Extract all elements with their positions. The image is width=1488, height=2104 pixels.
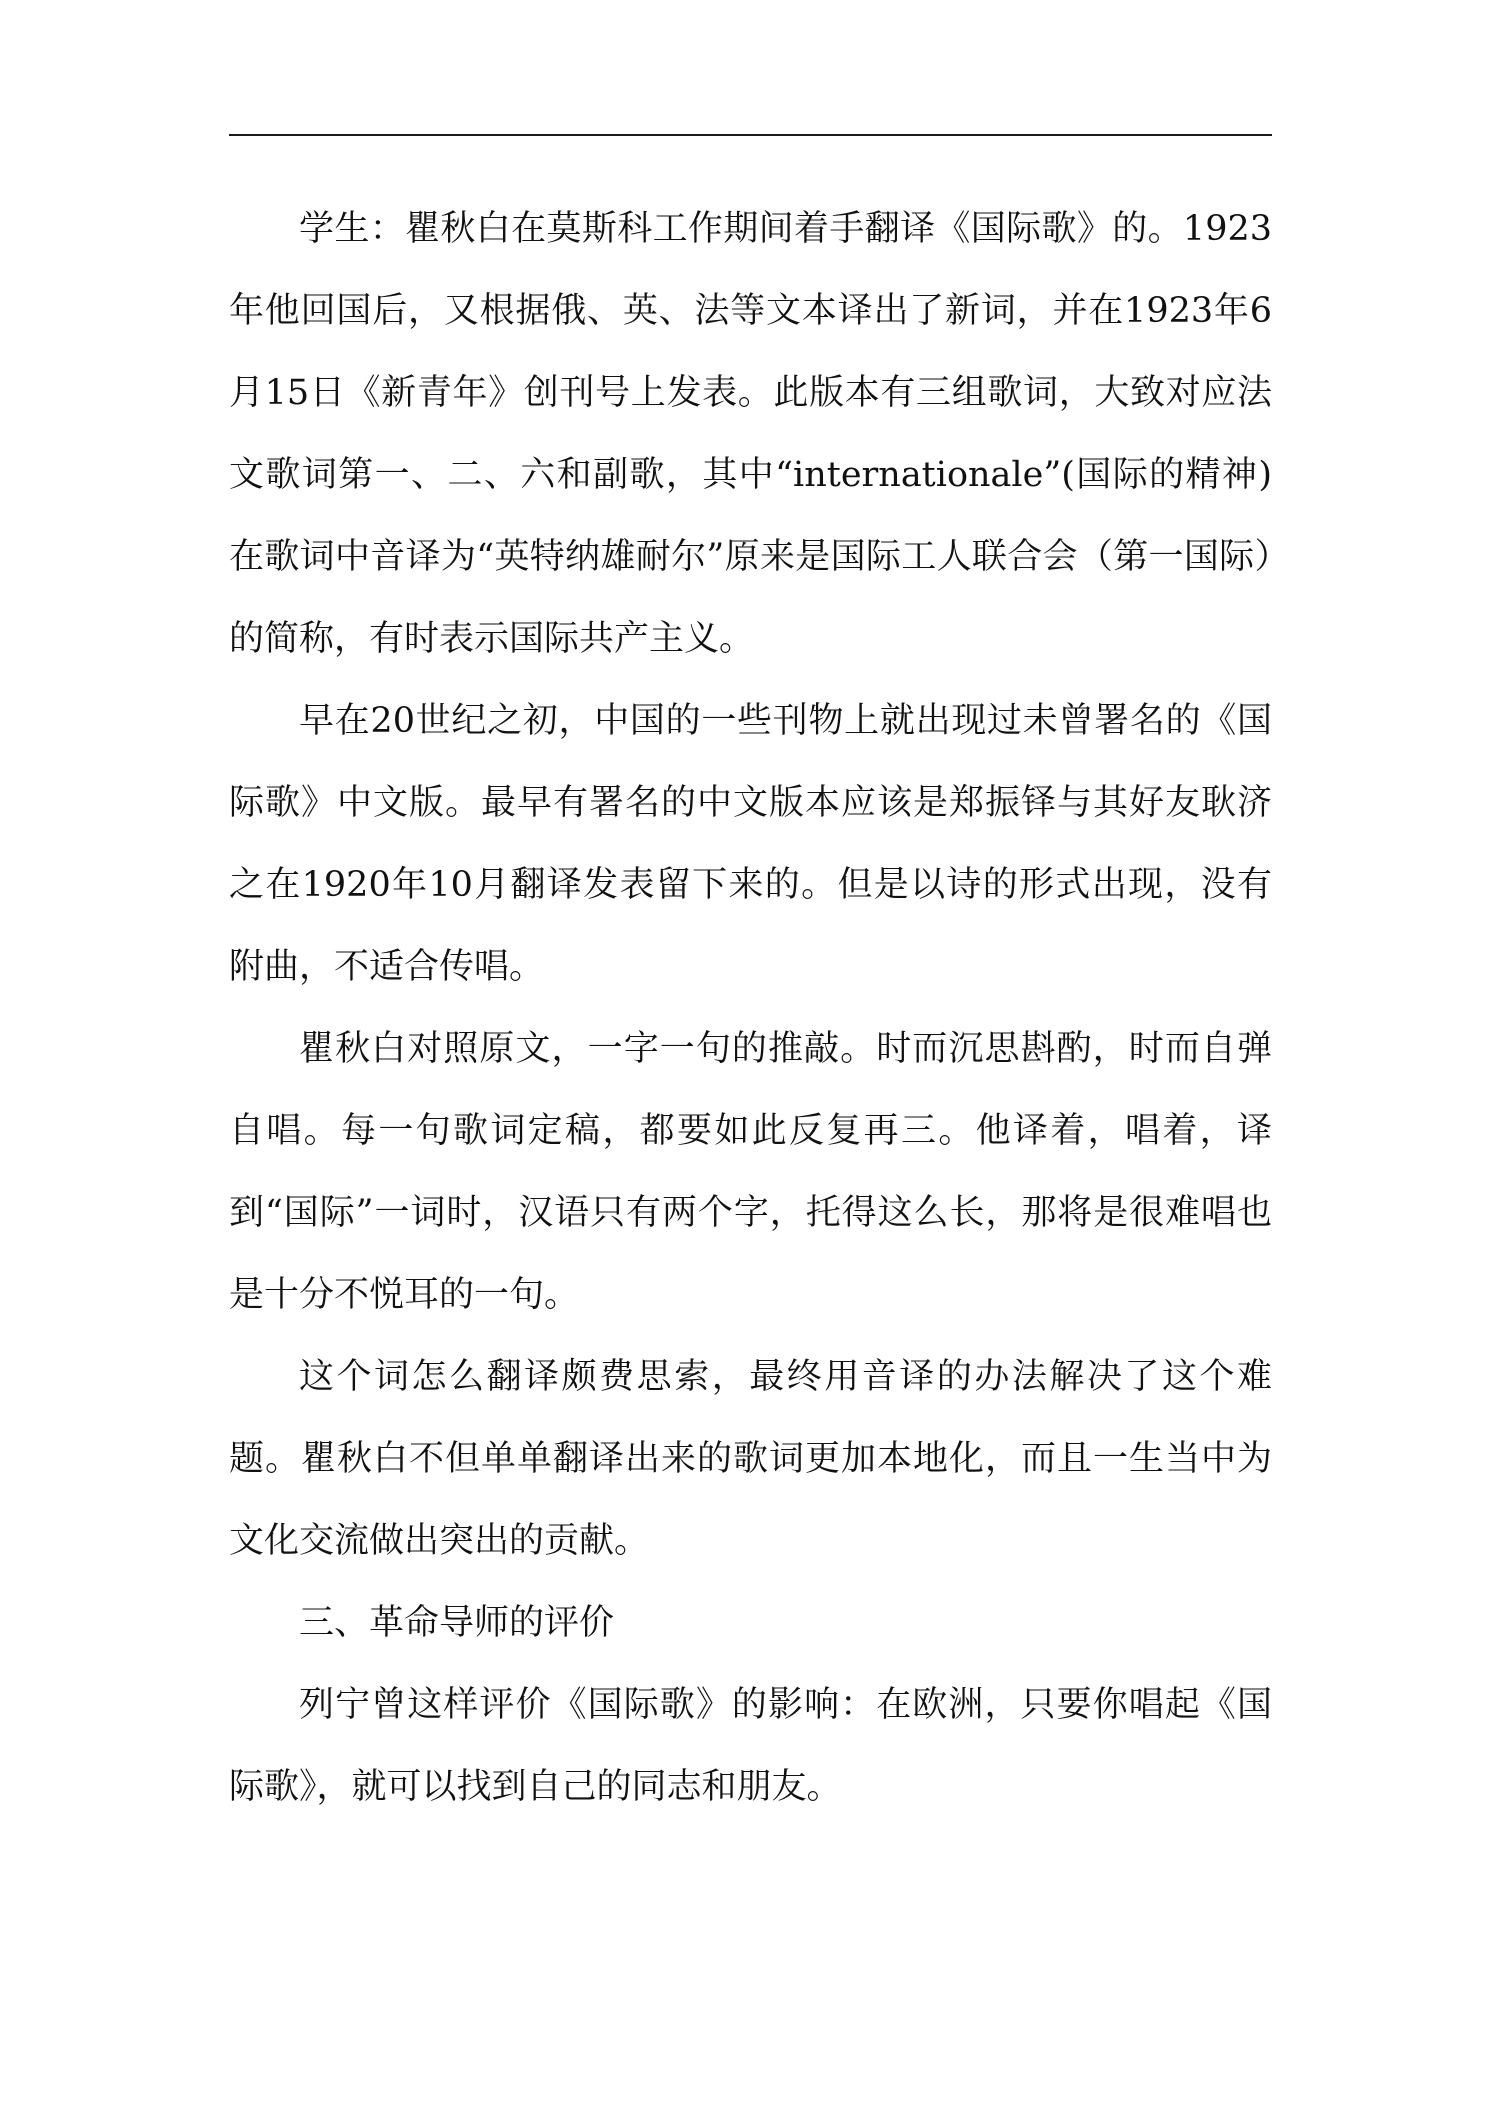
- document-body: [229, 188, 1272, 1828]
- paragraph-translation-history: 学生：瞿秋白在莫斯科工作期间着手翻译《国际歌》的。1923年他回国后，又根据俄、英、法等文本译出了新词，并在1923年6月15日《新青年》创刊号上发表。此版本有三组歌词，大致对应法文歌词第一、二、六和副歌，其中“internationale”(国际的精神)在歌词中音译为“英特纳雄耐尔”原来是国际工人联合会（第一国际）的简称，有时表示国际共产主义。: [229, 209, 1272, 659]
- paragraph-early-versions: 早在20世纪之初，中国的一些刊物上就出现过未曾署名的《国际歌》中文版。最早有署名的中文版本应该是郑振铎与其好友耿济之在1920年10月翻译发表留下来的。但是以诗的形式出现，没有附曲，不适合传唱。: [229, 701, 1272, 987]
- header-rule: [229, 134, 1272, 136]
- paragraph-lenin-evaluation: 列宁曾这样评价《国际歌》的影响：在欧洲，只要你唱起《国际歌》，就可以找到自己的同志和朋友。: [229, 1685, 1272, 1807]
- section-heading: 三、革命导师的评价: [299, 1603, 615, 1643]
- paragraph-translation-process: 瞿秋白对照原文，一字一句的推敲。时而沉思斟酌，时而自弹自唱。每一句歌词定稿，都要如此反复再三。他译着，唱着，译到“国际”一词时，汉语只有两个字，托得这么长，那将是很难唱也是十分不悦耳的一句。: [229, 1029, 1272, 1315]
- paragraph-transliteration-solution: 这个词怎么翻译颇费思索，最终用音译的办法解决了这个难题。瞿秋白不但单单翻译出来的歌词更加本地化，而且一生当中为文化交流做出突出的贡献。: [229, 1357, 1272, 1561]
